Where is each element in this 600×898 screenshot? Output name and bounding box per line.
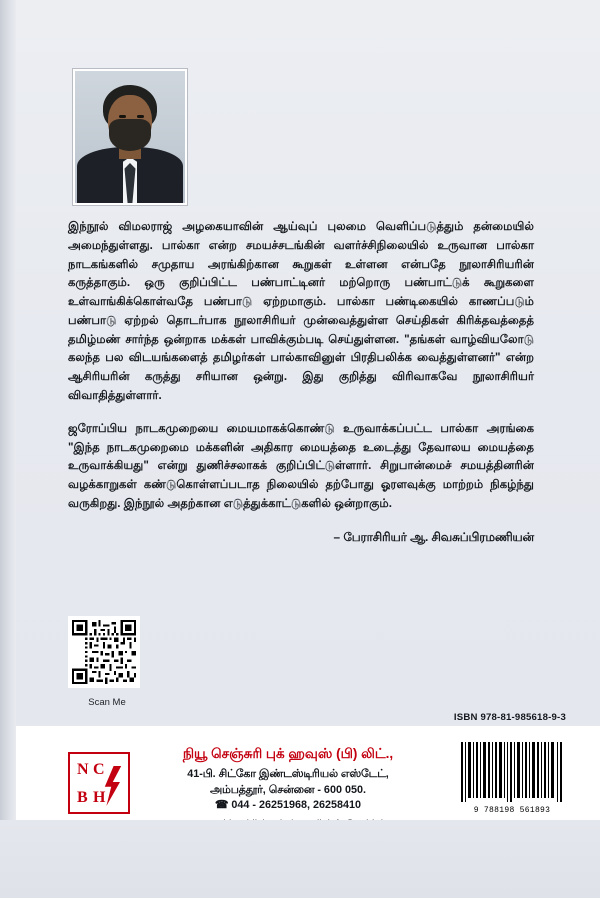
logo-letter-n: N: [77, 761, 90, 778]
logo-letter-c: C: [93, 761, 105, 778]
blurb-paragraph-2: ஜரோப்பிய நாடகமுறையை மையமாகக்கொண்டு உருவாக்கப்பட்ட பால்கா அரங்கை "இந்த நாடகமுறைமை மக்களின் அதிகார மையத்தை உடைத்து தேவாலய மையத்தை உருவாக்கியது" என்று துணிச்சலாகக் குறிப்பிட்டுள்ளார். சிறுபான்மைச் சமயத்தினரின் வழக்காறுகள் கண்டுகொள்ளப்படாத நிலையில் தற்போது ஓரளவுக்கு மாற்றம் நிகழ்ந்து வருகிறது. இந்நூல் அதற்கான எடுத்துக்காட்டுகளில் ஒன்றாகும்.: [68, 421, 534, 510]
logo-letter-b: B: [77, 789, 88, 806]
publisher-address-line-2: அம்பத்தூர், சென்னை - 600 050.: [210, 783, 366, 796]
barcode-digits: 9 788198 561893: [473, 806, 551, 815]
back-cover-blurb: [68, 218, 534, 547]
author-photo: [72, 68, 188, 206]
scan-me-label: Scan Me: [88, 697, 126, 708]
blurb-byline: – பேராசிரியர் ஆ. சிவசுப்பிரமணியன்: [333, 529, 534, 544]
author-portrait-image: [75, 71, 185, 203]
publisher-address-line-1: 41-பி. சிட்கோ இண்டஸ்டிரியல் எஸ்டேட்,: [187, 768, 389, 780]
isbn-text: ISBN 978-81-985618-9-3: [453, 712, 566, 723]
publisher-logo: [68, 752, 130, 814]
spine-shadow: [0, 0, 16, 898]
bottom-band: [0, 820, 600, 898]
publisher-footer-panel: [16, 726, 600, 820]
logo-letter-h: H: [93, 789, 106, 806]
qr-code-image: [72, 620, 136, 684]
barcode-image: [458, 740, 566, 804]
publisher-phone: ☎ 044 - 26251968, 26258410: [214, 799, 362, 812]
portrait-beard: [109, 119, 151, 151]
barcode: [458, 740, 566, 804]
qr-code[interactable]: [68, 616, 140, 688]
portrait-eye-right: [137, 115, 144, 118]
publisher-name: நியூ செஞ்சுரி புக் ஹவுஸ் (பி) லிட்.,: [182, 746, 394, 761]
publisher-details: [148, 746, 428, 830]
portrait-eye-left: [119, 115, 126, 118]
blurb-paragraph-1: இந்நூல் விமலராஜ் அழகையாவின் ஆய்வுப் புலமை வெளிப்படுத்தும் தன்மையில் அமைந்துள்ளது. பால்கா என்ற சமயச்சடங்கின் வளர்ச்சிநிலையில் உருவான பால்கா நாடகங்களில் சமுதாய அரங்கிற்கான கூறுகள் உள்ளன என்பதே நூலாசிரியரின் கருத்தாகும். ஒரு குறிப்பிட்ட பண்பாட்டினர் மற்றொரு பண்பாட்டுக் கூறுகளை உள்வாங்கிக்கொள்வதே பண்பாடு ஏற்றமாகும். பால்கா பண்டிகையில் காணப்படும் பண்பாடு ஏற்றல் தொடர்பாக நூலாசிரியர் முன்வைத்துள்ள செய்திகள் கிரிக்தவத்தைத் தமிழ்மண் சார்ந்த ஒன்றாக மக்கள் பாவிக்கும்படி செய்துள்ளன. "தங்கள் வாழ்வியலோடு கலந்த பல விடயங்களைத் தமிழர்கள் பால்காவினுள் பிரதிபலிக்க வைத்துள்ளனர்" என்ற ஆசிரியரின் கருத்து சரியான ஒன்று. இது குறித்து விரிவாகவே நூலாசிரியர் விவாதித்துள்ளார்.: [68, 220, 534, 403]
